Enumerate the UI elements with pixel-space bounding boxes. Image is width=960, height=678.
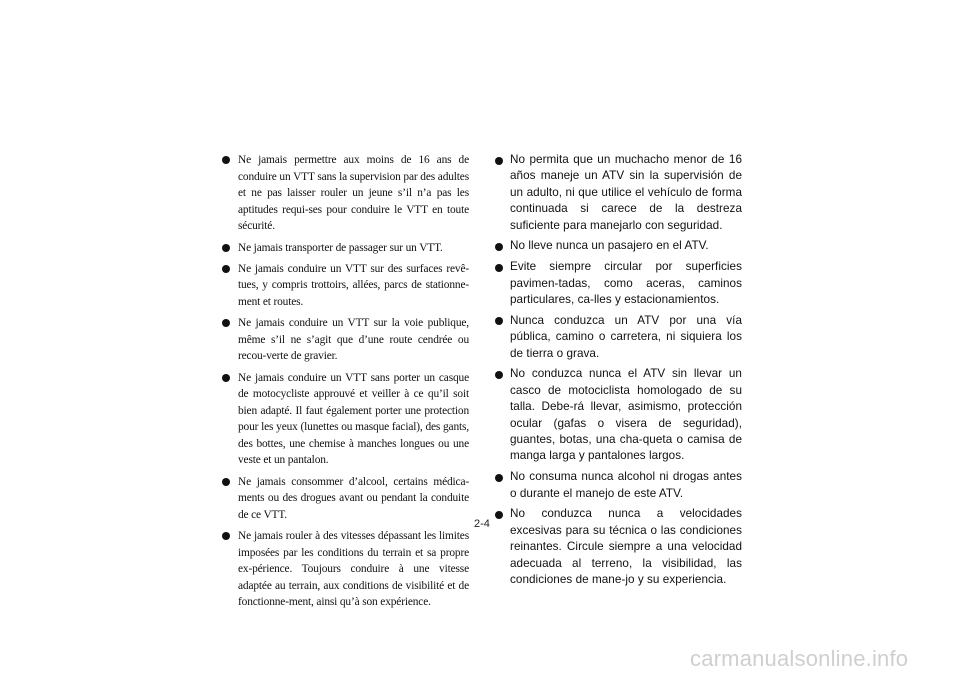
bullet-icon [222, 374, 230, 382]
page-number: 2-4 [474, 518, 490, 530]
bullet-icon [495, 474, 503, 482]
bullet-icon [495, 317, 503, 325]
bullet-icon [222, 265, 230, 273]
list-item-text: No conduzca nunca a velocidades excesivas para su técnica o las condiciones reinantes. Circule siempre a una velocidad adecuada al terreno, la visibilidad, las condiciones de mane-jo y su experiencia. [510, 507, 742, 587]
list-item [222, 152, 469, 235]
list-item-text: Ne jamais conduire un VTT sans porter un casque de motocycliste approuvé et veiller à ce qu’il soit bien adapté. Il faut également porter une protection pour les yeux (lunettes ou masque facial), des gants, des bottes, une chemise à manches longues ou une veste et un pantalon. [238, 371, 469, 467]
list-item [494, 469, 742, 502]
list-item [494, 313, 742, 362]
list-item [222, 240, 469, 257]
list-item [494, 152, 742, 234]
list-item-text: Ne jamais transporter de passager sur un VTT. [238, 241, 443, 254]
list-item-text: No consuma nunca alcohol ni drogas antes o durante el manejo de este ATV. [510, 470, 742, 500]
list-item-text: Ne jamais consommer d’alcool, certains médica-ments ou des drogues avant ou pendant la conduite de ce VTT. [238, 475, 469, 521]
list-item [494, 366, 742, 464]
watermark-text: carmanualsonline.info [690, 646, 909, 671]
bullet-icon [495, 157, 503, 165]
spanish-warning-list [494, 152, 742, 593]
list-item [494, 259, 742, 308]
french-warning-list [222, 152, 469, 616]
bullet-icon [495, 264, 503, 272]
bullet-icon [222, 532, 230, 540]
list-item-text: No lleve nunca un pasajero en el ATV. [510, 239, 709, 253]
list-item-text: No conduzca nunca el ATV sin llevar un casco de motociclista homologado de su talla. Debe-rá llevar, asimismo, protección ocular (gafas o visera de seguridad), guantes, botas, una cha-queta o camisa de manga larga y pantalones largos. [510, 367, 742, 463]
list-item [222, 261, 469, 311]
list-item [222, 474, 469, 524]
list-item-text: Nunca conduzca un ATV por una vía pública, camino o carretera, ni siquiera los de tierra o grava. [510, 313, 742, 360]
list-item-text: Ne jamais rouler à des vitesses dépassant les limites imposées par les conditions du terrain et sa propre ex-périence. Toujours conduire à une vitesse adaptée au terrain, aux conditions de visibilité et de fonctionne-ment, ainsi qu’à son expérience. [238, 530, 469, 609]
list-item-text: Ne jamais conduire un VTT sur la voie publique, même s’il ne s’agit que d’une route cendrée ou recou-verte de gravier. [238, 317, 469, 363]
bullet-icon [495, 243, 503, 251]
bullet-icon [222, 156, 230, 164]
bullet-icon [495, 511, 503, 519]
list-item-text: Ne jamais permettre aux moins de 16 ans de conduire un VTT sans la supervision par des adultes et ne pas laisser rouler un jeune s’il n’a pas les aptitudes requi-ses pour conduire le VTT en toute sécurité. [238, 154, 469, 233]
bullet-icon [222, 244, 230, 252]
list-item-text: Evite siempre circular por superficies pavimen-tadas, como aceras, caminos particulares, ca-lles y estacionamientos. [510, 260, 742, 307]
bullet-icon [222, 319, 230, 327]
bullet-icon [495, 371, 503, 379]
list-item [494, 238, 742, 254]
list-item [222, 528, 469, 611]
list-item-text: No permita que un muchacho menor de 16 años maneje un ATV sin la supervisión de un adulto, ni que utilice el vehículo de forma continuada si carece de la destreza suficiente para manejarlo con seguridad. [510, 153, 742, 232]
list-item-text: Ne jamais conduire un VTT sur des surfaces revê-tues, y compris trottoirs, allées, parcs de stationne-ment et routes. [238, 262, 469, 308]
bullet-icon [222, 478, 230, 486]
list-item [494, 506, 742, 588]
list-item [222, 315, 469, 365]
list-item [222, 370, 469, 470]
